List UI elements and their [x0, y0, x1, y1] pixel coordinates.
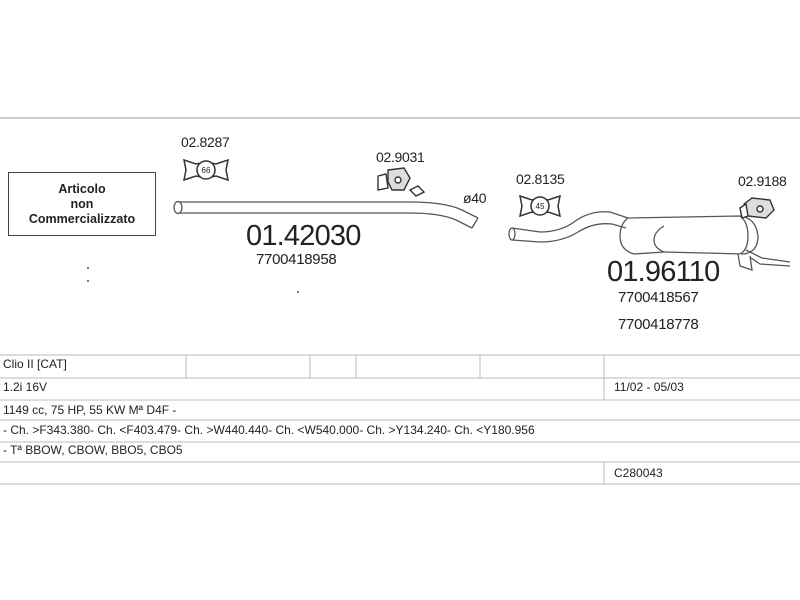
notice-line-3: Commercializzato: [28, 211, 136, 226]
not-for-sale-notice: [8, 172, 156, 236]
bracket-code[interactable]: 02.9031: [376, 149, 425, 165]
catalog-reference: C280043: [614, 466, 663, 480]
vehicle-types: - Tª BBOW, CBOW, BBO5, CBO5: [3, 443, 183, 457]
clamp-45-diameter: 45: [535, 202, 545, 211]
rear-silencer-oem-2: 7700418778: [618, 316, 699, 333]
front-pipe-code[interactable]: 01.42030: [246, 220, 361, 252]
rear-bracket-code[interactable]: 02.9188: [738, 173, 787, 189]
front-pipe-oem: 7700418958: [256, 251, 337, 268]
mount-bracket-icon[interactable]: [378, 168, 424, 196]
rear-silencer-code[interactable]: 01.96110: [607, 256, 720, 288]
rear-silencer-oem-1: 7700418567: [618, 289, 699, 306]
clamp-66-diameter: 66: [201, 166, 211, 175]
clamp-66-code[interactable]: 02.8287: [181, 134, 230, 150]
clamp-45-code[interactable]: 02.8135: [516, 171, 565, 187]
pipe-diameter-label: ø40: [463, 190, 487, 206]
vehicle-model: Clio II [CAT]: [3, 357, 67, 371]
engine-specs: 1149 cc, 75 HP, 55 KW Mª D4F -: [3, 403, 177, 417]
chassis-ranges: - Ch. >F343.380- Ch. <F403.479- Ch. >W440.440- Ch. <W540.000- Ch. >Y134.240- Ch. <Y180.956: [3, 423, 535, 437]
notice-line-1: Articolo: [58, 181, 106, 196]
engine-label: 1.2i 16V: [3, 380, 48, 394]
marker-dot: [87, 280, 89, 282]
notice-line-2: non: [70, 196, 94, 211]
spec-table-grid: [0, 355, 800, 484]
marker-dot: [297, 291, 299, 293]
marker-dot: [87, 267, 89, 269]
rear-bracket-icon[interactable]: [740, 198, 774, 218]
production-period: 11/02 - 05/03: [614, 380, 684, 394]
